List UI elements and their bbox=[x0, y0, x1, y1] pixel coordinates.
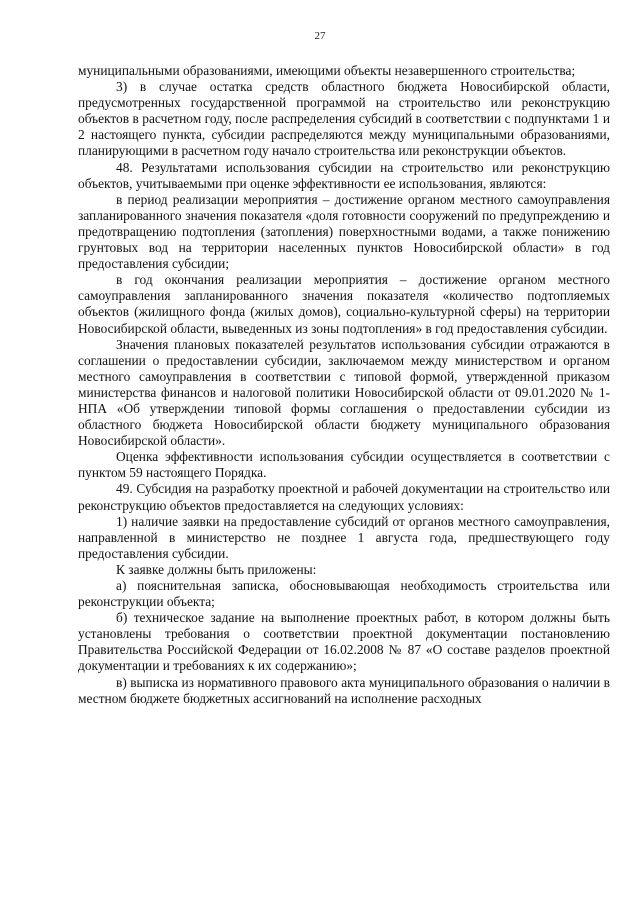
paragraph: 49. Субсидия на разработку проектной и рабочей документации на строительство или реконструкцию объектов предоставляется на следующих условиях: bbox=[78, 481, 610, 513]
paragraph: муниципальными образованиями, имеющими объекты незавершенного строительства; bbox=[78, 63, 576, 78]
page-number: 27 bbox=[314, 30, 326, 42]
paragraph: в период реализации мероприятия – достижение органом местного самоуправления запланированного значения показателя «доля готовности сооружений по предупреждению и предотвращению подтопления (затопления) поверхностными водами, а также понижению грунтовых вод на территории населенных пунктов Новосибирской области» в год предоставления субсидии; bbox=[78, 191, 610, 272]
paragraph: б) техническое задание на выполнение проектных работ, в котором должны быть установлены требования о соответствии проектной документации постановлению Правительства Российской Федерации от 16.02.2008 № 87 «О составе разделов проектной документации и требованиях к их содержанию»; bbox=[78, 610, 610, 674]
paragraph: 48. Результатами использования субсидии на строительство или реконструкцию объектов, учитываемыми при оценке эффективности ее использования, являются: bbox=[78, 159, 610, 191]
paragraph: 1) наличие заявки на предоставление субсидий от органов местного самоуправления, направленной в министерство не позднее 1 августа года, предшествующего году предоставления субсидии. bbox=[78, 513, 610, 561]
paragraph: а) пояснительная записка, обосновывающая необходимость строительства или реконструкции объекта; bbox=[78, 578, 610, 610]
paragraph: в) выписка из нормативного правового акта муниципального образования о наличии в местном бюджете бюджетных ассигнований на исполнение расходных bbox=[78, 674, 610, 706]
paragraph: 3) в случае остатка средств областного бюджета Новосибирской области, предусмотренных государственной программой на строительство или реконструкцию объектов в расчетном году, после распределения субсидий в соответствии с подпунктами 1 и 2 настоящего пункта, субсидии распределяются между муниципальными образованиями, планирующими в расчетном году начало строительства или реконструкции объектов. bbox=[78, 79, 610, 159]
paragraph: Оценка эффективности использования субсидии осуществляется в соответствии с пунктом 59 настоящего Порядка. bbox=[78, 449, 610, 481]
paragraph: К заявке должны быть приложены: bbox=[116, 561, 317, 577]
paragraph: Значения плановых показателей результатов использования субсидии отражаются в соглашении о предоставлении субсидии, заключаемом между министерством и органом местного самоуправления в соответствии с типовой формой, утвержденной приказом министерства финансов и налоговой политики Новосибирской области от 09.01.2020 № 1-НПА «Об утверждении типовой формы соглашения о предоставлении субсидии из областного бюджета Новосибирской области бюджету муниципального образования Новосибирской области». bbox=[78, 336, 610, 449]
document-body bbox=[78, 63, 610, 707]
paragraph: в год окончания реализации мероприятия – достижение органом местного самоуправления запланированного значения показателя «количество подтопляемых объектов (жилищного фонда (жилых домов), социально-культурной сферы) на территории Новосибирской области, выведенных из зоны подтопления» в год предоставления субсидии. bbox=[78, 272, 610, 336]
